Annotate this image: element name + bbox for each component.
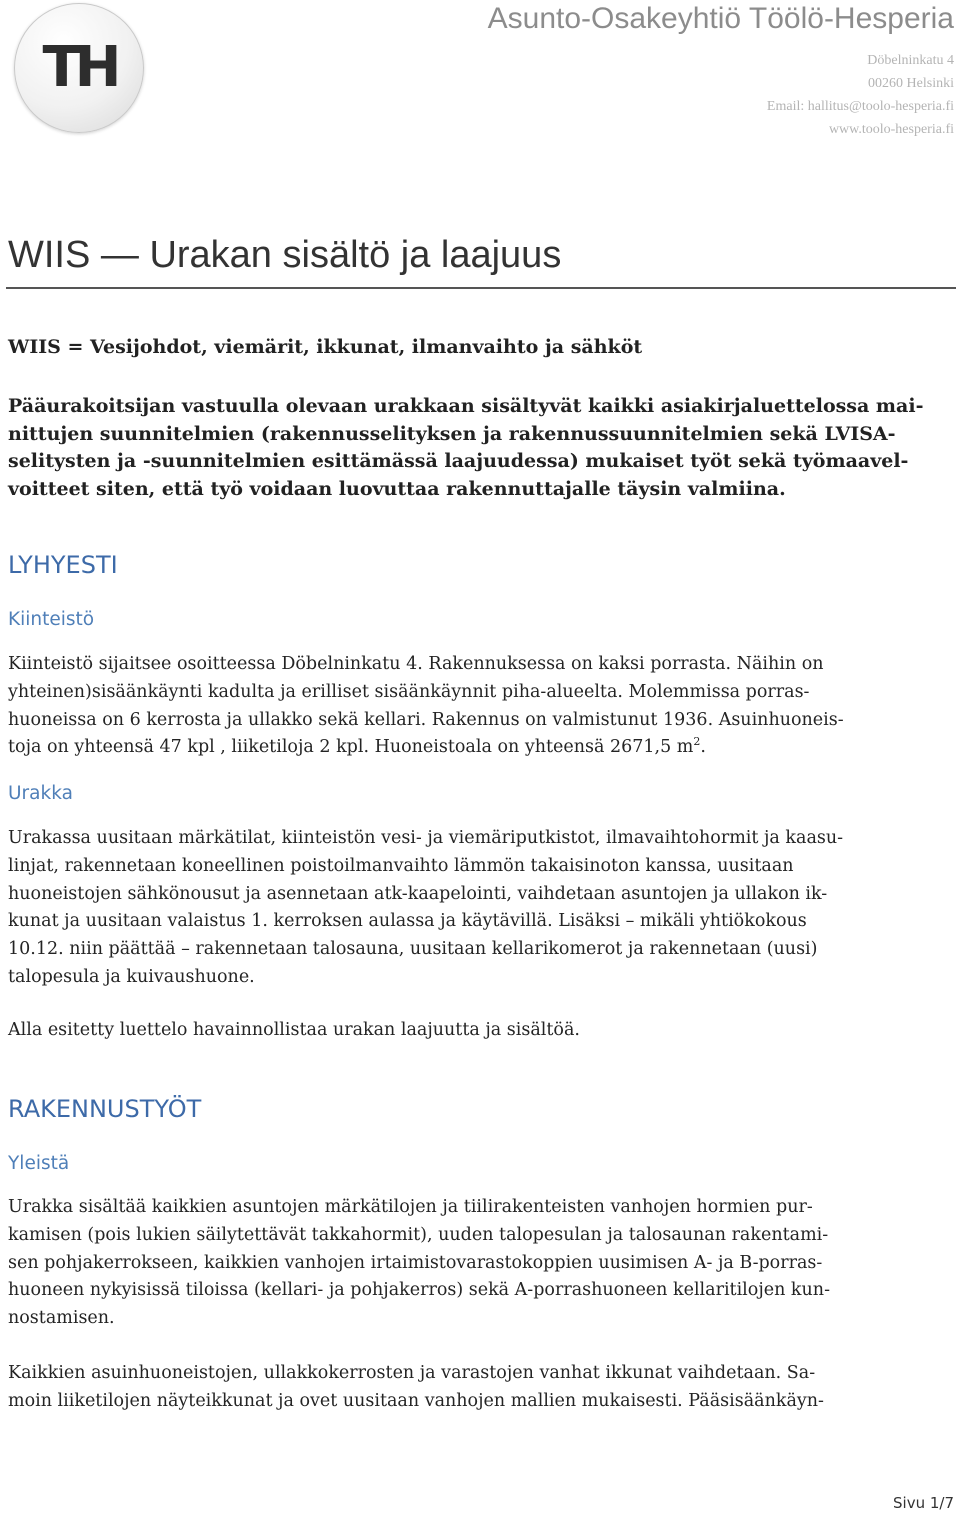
contact-email: Email: hallitus@toolo-hesperia.fi [766, 99, 954, 114]
contact-address [767, 49, 954, 141]
website-link: www.toolo-hesperia.fi [828, 122, 954, 137]
kiinteisto-paragraph [8, 651, 952, 762]
association-logo [14, 3, 144, 133]
title-divider [6, 287, 956, 289]
intro-line: Pääurakoitsijan vastuulla olevaan urakkaan sisältyvät kaikki asiakirjaluettelossa mai- [8, 395, 924, 417]
paragraph-line: Kaikkien asuinhuoneistojen, ullakkokerrosten ja varastojen vanhat ikkunat vaihdetaan. Sa- [8, 1363, 816, 1383]
yleista-paragraph-1 [8, 1194, 952, 1333]
document-title: WIIS — Urakan sisältö ja laajuus [8, 234, 562, 276]
paragraph-line: huoneissa on 6 kerrosta ja ullakko sekä kellari. Rakennus on valmistunut 1936. Asuinhuoneis- [8, 709, 844, 730]
intro-line: nittujen suunnitelmien (rakennusselityksen ja rakennussuunnitelmien sekä LVISA- [8, 422, 896, 445]
yleista-paragraph-2 [8, 1360, 952, 1416]
paragraph-line-text: toja on yhteensä 47 kpl , liiketiloja 2 kpl. Huoneistoala on yhteensä 2671,5 m [8, 737, 694, 758]
address-street: Döbelninkatu 4 [867, 53, 954, 68]
logo-text: TH [42, 35, 116, 100]
intro-line: selitysten ja -suunnitelmien esittämässä laajuudessa) mukaiset työt sekä työmaavel- [8, 450, 909, 472]
paragraph-line-end: . [700, 737, 706, 758]
paragraph-line: Kiinteistö sijaitsee osoitteessa Döbelninkatu 4. Rakennuksessa on kaksi porrasta. Näihin on [8, 654, 824, 674]
subheading-kiinteisto: Kiinteistö [8, 609, 95, 630]
address-postal: 00260 Helsinki [868, 76, 954, 91]
page-number: Sivu 1/7 [893, 1494, 954, 1512]
paragraph-line: huoneistojen sähkönousut ja asennetaan atk-kaapelointi, vaihdetaan asuntojen ja ullakon ik- [8, 883, 828, 904]
intro-line: voitteet siten, että työ voidaan luovuttaa rakennuttajalle täysin valmiina. [8, 477, 786, 500]
subheading-urakka: Urakka [8, 783, 73, 804]
subheading-yleista: Yleistä [8, 1153, 70, 1174]
paragraph-line: Urakassa uusitaan märkätilat, kiinteistön vesi- ja viemäriputkistot, ilmavaihtohormit ja kaasu- [8, 828, 844, 848]
paragraph-line: 10.12. niin päättää – rakennetaan talosauna, uusitaan kellarikomerot ja rakennetaan (uusi) [8, 939, 818, 960]
paragraph-line: sen pohjakerrokseen, kaikkien vanhojen irtaimistovarastokoppien uusimisen A- ja B-porras- [8, 1252, 823, 1273]
paragraph-line: talopesula ja kuivaushuone. [8, 966, 255, 987]
paragraph-line: nostamisen. [8, 1308, 115, 1329]
urakka-note [8, 1017, 952, 1045]
superscript: 2 [693, 735, 701, 749]
urakka-paragraph [8, 825, 952, 992]
paragraph-line: huoneen nykyisissä tiloissa (kellari- ja pohjakerros) sekä A-porrashuoneen kellaritilojen kun- [8, 1280, 830, 1301]
paragraph-line: kunat ja uusitaan valaistus 1. kerroksen aulassa ja käytävillä. Lisäksi – mikäli yhtiökokous [8, 911, 807, 932]
paragraph-line: Alla esitetty luettelo havainnollistaa urakan laajuutta ja sisältöä. [8, 1020, 580, 1040]
paragraph-line [8, 734, 952, 762]
paragraph-line: moin liiketilojen näyteikkunat ja ovet uusitaan vanhojen mallien mukaisesti. Pääsisäänkäyn- [8, 1390, 824, 1411]
organization-name: Asunto-Osakeyhtiö Töölö-Hesperia [487, 2, 954, 35]
section-heading-lyhyesti: LYHYESTI [8, 551, 118, 579]
wiis-definition: WIIS = Vesijohdot, viemärit, ikkunat, ilmanvaihto ja sähköt [8, 336, 643, 358]
intro-paragraph [8, 393, 948, 503]
paragraph-line: yhteinen)sisäänkäynti kadulta ja erilliset sisäänkäynnit piha-alueelta. Molemmissa porras- [8, 681, 810, 702]
paragraph-line: linjat, rakennetaan koneellinen poistoilmanvaihto lämmön takaisinoton kanssa, uusitaan [8, 855, 794, 876]
section-heading-rakennustyot: RAKENNUSTYÖT [8, 1095, 202, 1123]
th-logo-icon [15, 4, 143, 132]
paragraph-line: kamisen (pois lukien säilytettävät takkahormit), uuden talopesulan ja talosaunan rakentami- [8, 1224, 829, 1245]
paragraph-line: Urakka sisältää kaikkien asuntojen märkätilojen ja tiilirakenteisten vanhojen hormien pur- [8, 1197, 813, 1217]
